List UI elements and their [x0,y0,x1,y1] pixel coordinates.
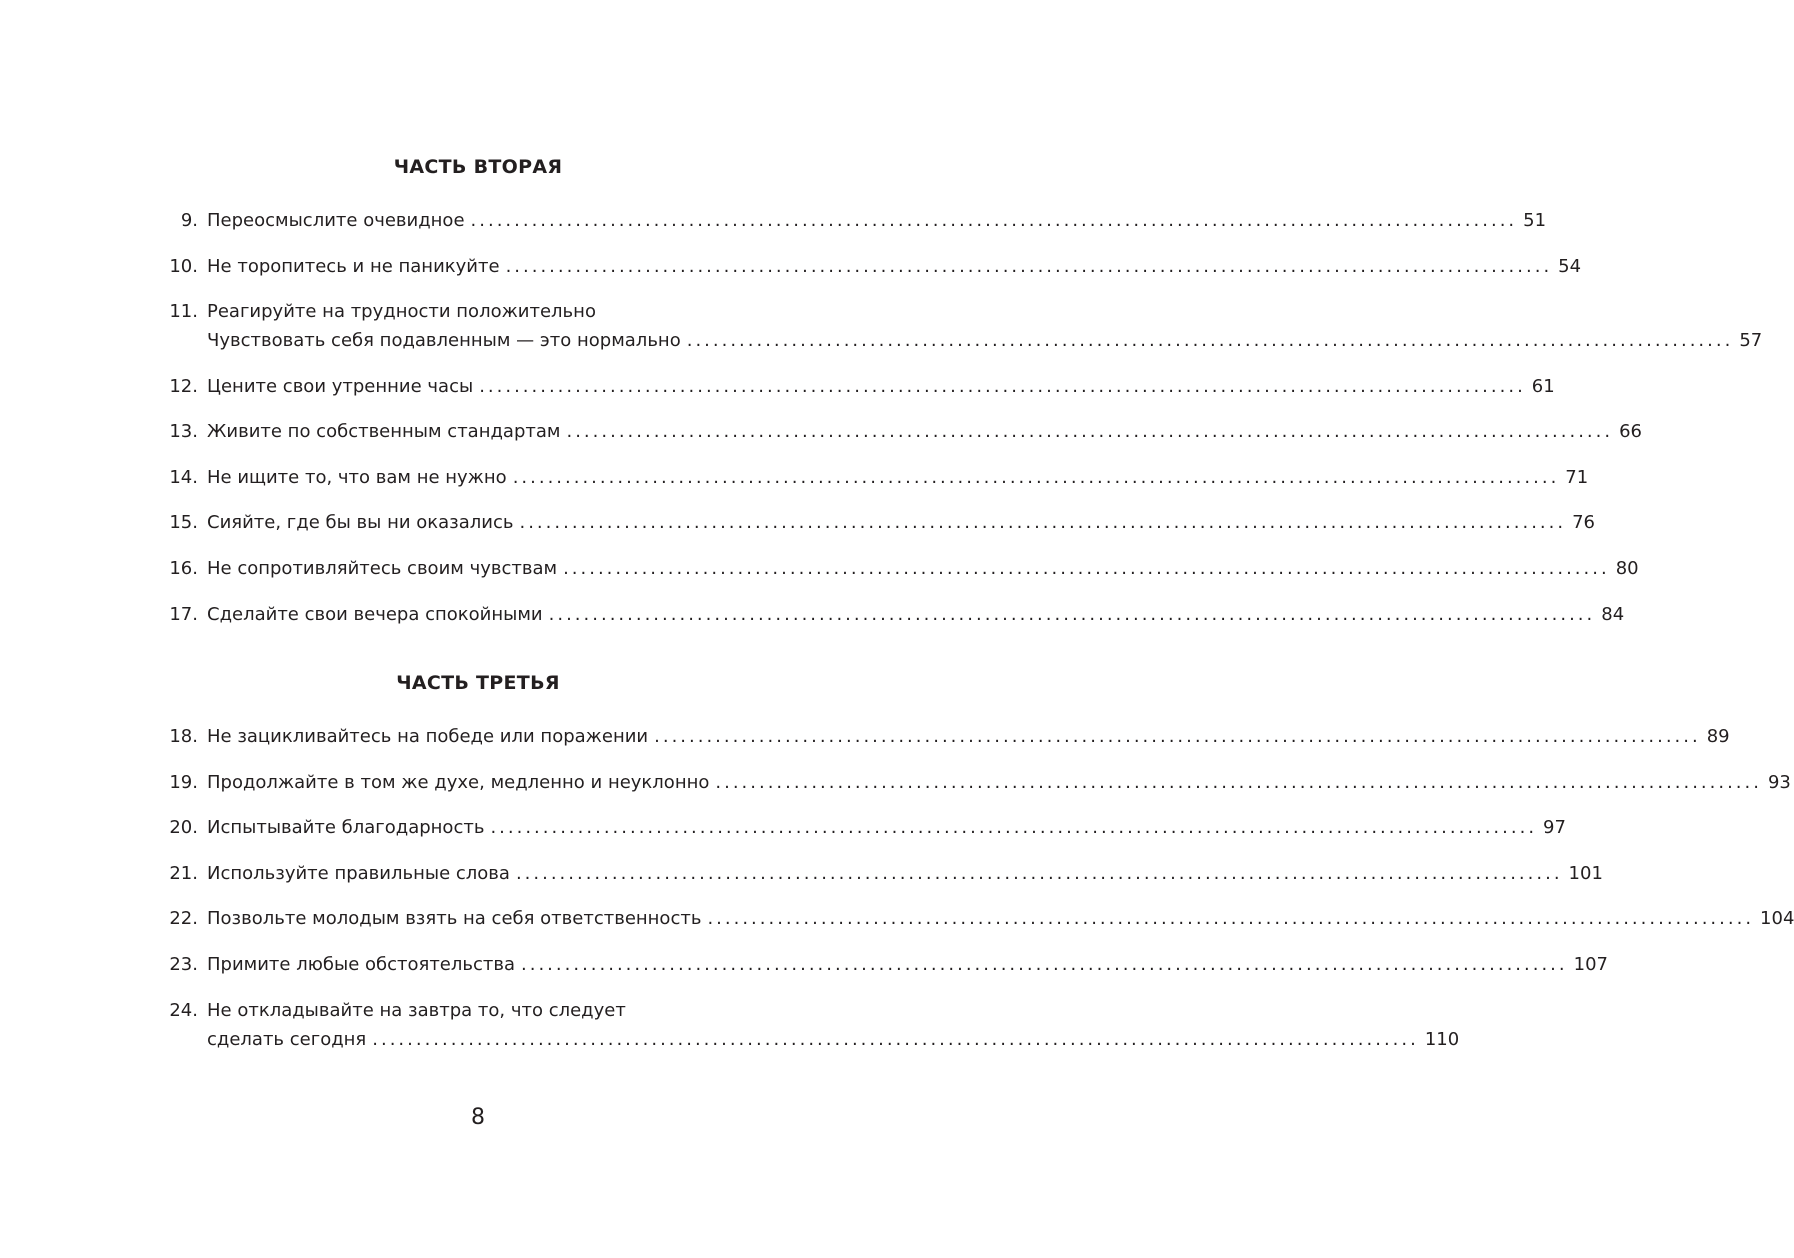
toc-entry [0,206,1547,252]
toc-entry-title: Живите по собственным стандартам [207,421,561,443]
toc-entry-page: 107 [1573,953,1608,975]
dot-leader: ........................................................................................................................ [372,1028,1419,1050]
toc-entry-title: Не сопротивляйтесь своим чувствам [207,558,558,580]
toc-entry-number: 24. [169,999,198,1021]
toc-entry-title: Позвольте молодым взять на себя ответственность [207,908,702,930]
toc-entry-number: 15. [169,512,198,534]
toc-entry-page: 76 [1572,512,1595,534]
toc-entry-title-line2: сделать сегодня [207,1028,367,1050]
toc-entry-number: 11. [169,301,198,323]
toc-entry [0,252,1582,298]
dot-leader: ........................................................................................................................ [686,330,1734,352]
toc-entry-number: 13. [169,421,198,443]
toc-entry [0,950,1608,996]
dot-leader: ........................................................................................................................ [490,817,1538,839]
toc-entry [0,600,1625,646]
dot-leader: ........................................................................................................................ [566,421,1614,443]
toc-entry-page: 110 [1424,1028,1460,1050]
toc-entry [0,722,1730,768]
toc-entry [0,768,1791,814]
dot-leader: ........................................................................................................................ [470,210,1518,231]
toc-entry-title-line1: Не откладывайте на завтра то, что следует [207,999,626,1021]
dot-leader: ........................................................................................................................ [479,375,1526,397]
toc-entry-number: 9. [180,210,198,231]
toc-entry [0,859,1603,905]
toc-entry-title-line2: Чувствовать себя подавленным — это нормально [207,330,681,352]
toc-entry-line [207,904,1794,933]
dot-leader: ........................................................................................................................ [654,726,1701,747]
toc-entry-page: 101 [1568,862,1603,884]
toc-entry-line [207,600,1625,629]
toc-entry-page: 104 [1760,908,1794,930]
toc-entry-number: 23. [169,953,198,975]
toc-entry-line [207,1025,1460,1054]
toc-entry-line [207,463,1589,492]
toc-entry-line [207,950,1608,979]
toc-entry-page: 51 [1523,210,1547,231]
toc-entry-line [207,206,1547,235]
toc-entry-page: 89 [1706,726,1730,747]
part-two-toc-list [0,206,1763,645]
toc-entry-page: 66 [1619,421,1642,443]
toc-entry [0,904,1794,950]
toc-entry-title: Продолжайте в том же духе, медленно и неуклонно [207,771,710,793]
dot-leader: ........................................................................................................................ [512,466,1560,488]
part-three-heading: ЧАСТЬ ТРЕТЬЯ [396,672,560,694]
toc-entry-line [207,859,1603,888]
toc-entry-page: 93 [1767,771,1791,793]
toc-entry-number: 19. [169,771,198,793]
toc-entry-title: Цените свои утренние часы [207,375,474,397]
toc-entry-line [207,508,1595,537]
toc-entry-number: 20. [169,817,198,839]
toc-entry-title: Не торопитесь и не паникуйте [207,255,500,277]
dot-leader: ........................................................................................................................ [521,953,1568,975]
page-number: 8 [471,1105,485,1130]
toc-entry [0,508,1595,554]
toc-entry [0,463,1589,509]
toc-entry-title: Используйте правильные слова [207,862,510,884]
toc-entry-line [207,417,1642,446]
toc-entry-title: Сияйте, где бы вы ни оказались [207,512,514,534]
dot-leader: ........................................................................................................................ [707,908,1755,930]
toc-entry-number: 17. [169,603,198,625]
dot-leader: ........................................................................................................................ [715,771,1762,793]
toc-entry-page: 61 [1531,375,1555,397]
toc-entry-title: Не зацикливайтесь на победе или поражении [207,726,649,747]
toc-entry-number: 12. [169,375,198,397]
toc-entry [0,372,1555,418]
toc-entry-number: 18. [169,726,198,747]
toc-entry-number: 22. [169,908,198,930]
dot-leader: ........................................................................................................................ [519,512,1567,534]
toc-entry-page: 84 [1601,603,1625,625]
toc-entry-page: 57 [1739,330,1763,352]
toc-entry-title: Не ищите то, что вам не нужно [207,466,507,488]
toc-entry [0,297,1763,372]
toc-entry-line [207,768,1791,797]
toc-entry-title: Сделайте свои вечера спокойными [207,603,543,625]
toc-entry-line [207,554,1639,583]
toc-entry-line [207,722,1730,751]
toc-entry-line [207,813,1566,842]
toc-entry [0,417,1642,463]
part-three-toc-list [0,722,1794,1070]
toc-entry-page: 80 [1615,558,1639,580]
toc-entry-line [207,326,1763,355]
toc-entry-page: 97 [1543,817,1566,839]
dot-leader: ........................................................................................................................ [515,862,1563,884]
toc-entry-number: 16. [169,558,198,580]
toc-entry [0,996,1460,1071]
toc-entry-title-line1: Реагируйте на трудности положительно [207,301,596,323]
dot-leader: ........................................................................................................................ [563,558,1610,580]
toc-entry [0,813,1566,859]
toc-entry-page: 54 [1558,255,1582,277]
toc-entry-title: Примите любые обстоятельства [207,953,516,975]
toc-entry-line [207,252,1582,281]
toc-entry-title: Переосмыслите очевидное [207,210,465,231]
toc-entry [0,554,1639,600]
part-two-heading: ЧАСТЬ ВТОРАЯ [393,156,563,178]
toc-entry-number: 14. [169,466,198,488]
toc-entry-number: 10. [169,255,198,277]
dot-leader: ........................................................................................................................ [505,255,1553,277]
dot-leader: ........................................................................................................................ [548,603,1596,625]
toc-entry-title: Испытывайте благодарность [207,817,485,839]
toc-entry-page: 71 [1565,466,1589,488]
toc-entry-number: 21. [169,862,198,884]
toc-entry-line [207,372,1555,401]
